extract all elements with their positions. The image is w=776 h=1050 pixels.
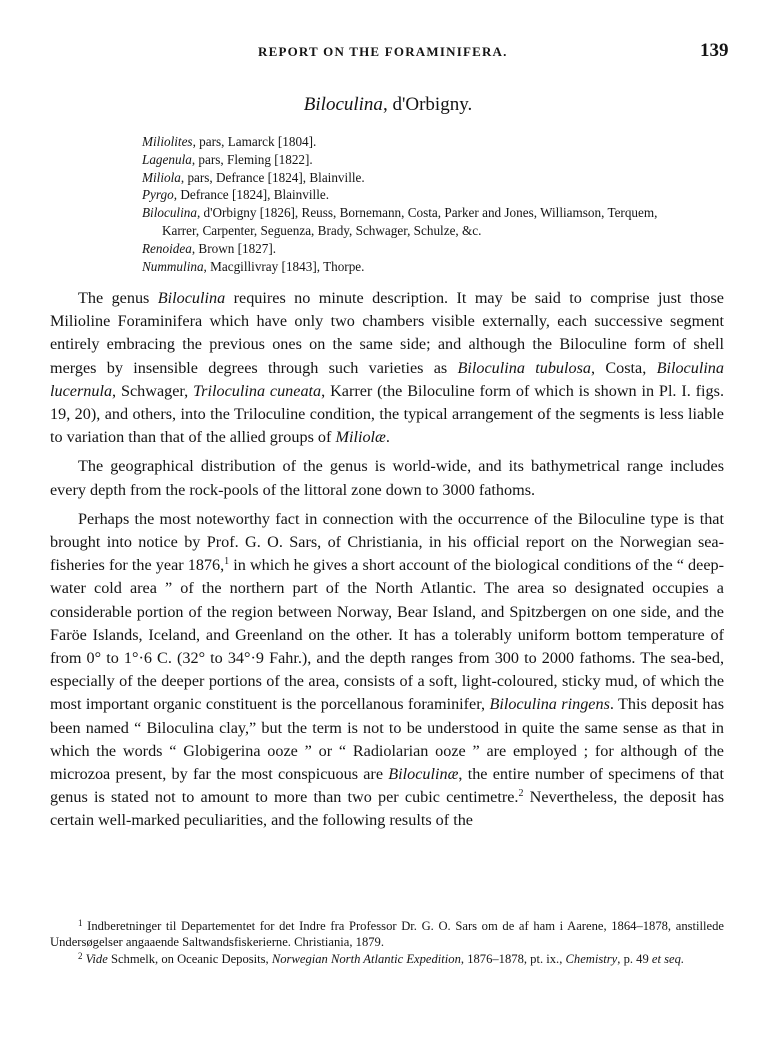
footnote-text: , 1876–1878, pt. ix.,: [460, 951, 566, 966]
footnote-mark: 1: [78, 918, 83, 928]
footnote-1: [50, 918, 724, 951]
taxon-name: Biloculinæ: [388, 765, 459, 784]
running-title: REPORT ON THE FORAMINIFERA.: [258, 44, 508, 59]
synonymy-entry: [142, 258, 742, 276]
text-run: , Costa,: [591, 358, 657, 377]
text-run: . This deposit has been named “ Biloculina clay,” but the term is not to be understood in quite the same sense as that in which the words “ Globigerina ooze ” or “ Radiolarian ooze ” are employed ; for although of the microzoa present, by far the most conspicuous are: [50, 695, 725, 784]
text-run: requires no minute description. It may be said to comprise just those Milioline Foraminifera which have only two chambers visible externally, each successive segment entirely embracing the previous ones on the same side; and although the Biloculine form of shell merges by insensible degrees through such varieties as: [50, 289, 724, 377]
section-genus-name: Biloculina: [303, 94, 383, 115]
synonymy-entry: [142, 240, 742, 258]
synonymy-entry: [142, 151, 742, 169]
synonymy-entry: [142, 133, 742, 151]
synonym-reference: , Defrance [1824], Blainville.: [173, 187, 330, 203]
synonym-name: Nummulina: [142, 258, 204, 274]
text-run: , the entire number of specimens of that genus is stated not to amount to more than two per cubic centimetre.: [50, 765, 724, 807]
footnote-ref-1[interactable]: 1: [224, 556, 230, 568]
taxon-name: Triloculina cuneata: [193, 381, 322, 400]
running-head: [0, 40, 776, 64]
synonym-reference: , Brown [1827].: [191, 240, 277, 256]
paragraph-distribution: The geographical distribution of the genus is world-wide, and its bathymetrical range includes every depth from the rock-pools of the littoral zone down to 3000 fathoms.: [50, 457, 724, 499]
taxon-name: Biloculina ringens: [489, 695, 610, 714]
footnotes: [50, 918, 724, 967]
synonym-reference: , pars, Lamarck [1804].: [192, 134, 317, 149]
taxon-name: Biloculina: [157, 289, 226, 307]
synonymy-entry: [142, 204, 742, 222]
synonymy-entry: [142, 169, 742, 187]
synonym-reference: , Macgillivray [1843], Thorpe.: [203, 258, 365, 274]
synonymy-entry-continuation: [142, 222, 742, 240]
synonym-name: Pyrgo: [142, 187, 174, 203]
synonym-name: Biloculina: [142, 205, 197, 221]
synonym-reference: , d'Orbigny [1826], Reuss, Bornemann, Costa, Parker and Jones, Williamson, Terquem,: [196, 205, 658, 221]
section-author: , d'Orbigny.: [382, 94, 473, 115]
synonym-reference: Karrer, Carpenter, Seguenza, Brady, Schwager, Schulze, &c.: [162, 222, 482, 238]
footnote-text: et seq.: [651, 951, 685, 966]
footnote-text: Vide: [85, 951, 108, 966]
footnote-ref-2[interactable]: 2: [518, 788, 524, 800]
footnote-text: , p. 49: [617, 951, 652, 966]
paragraph-biloculina-clay: [50, 508, 724, 833]
text-run: Nevertheless, the deposit has certain well-marked peculiarities, and the following results of the: [50, 788, 724, 830]
text-run: , Karrer (the Biloculine form of which is shown in Pl. I. figs. 19, 20), and others, into the Triloculine condition, the typical arrangement of the segments is less liable to variation than that of the allied groups of: [50, 381, 724, 447]
taxon-name: Miliolæ: [335, 428, 386, 447]
synonym-name: Miliola: [142, 169, 181, 185]
synonymy-list: [142, 133, 742, 275]
synonym-name: Miliolites: [142, 134, 193, 149]
footnote-text: Indberetninger til Departementet for det Indre fra Professor Dr. G. O. Sars om de af ham i Aarene, 1864–1878, anstillede Undersøgelser angaaende Saltwandsfiskerierne. Christiania, 1879.: [50, 919, 724, 950]
synonym-reference: , pars, Fleming [1822].: [191, 151, 313, 167]
body-text: [50, 287, 724, 833]
synonym-reference: , pars, Defrance [1824], Blainville.: [180, 169, 365, 185]
footnote-mark: 2: [78, 950, 83, 961]
footnote-text: Chemistry: [565, 951, 618, 966]
text-run: The genus: [78, 289, 158, 307]
synonym-name: Lagenula: [142, 151, 192, 167]
synonym-name: Renoidea: [142, 240, 192, 256]
page-number: 139: [700, 40, 729, 61]
section-title: [0, 94, 776, 116]
taxon-name: Biloculina tubulosa: [457, 358, 591, 377]
footnote-text: Norwegian North Atlantic Expedition: [271, 951, 461, 966]
footnote-text: Schmelk, on Oceanic Deposits,: [107, 951, 272, 966]
footnote-2: [50, 951, 724, 967]
text-run: , Schwager,: [112, 381, 194, 400]
taxon-name: Biloculina lucernula: [50, 358, 724, 400]
text-run: in which he gives a short account of the biological conditions of the “ deep-water cold area ” of the northern part of the North Atlantic. The area so designated occupies a considerable portion of the region between Norway, Bear Island, and Spitzbergen on one side, and the Faröe Islands, Iceland, and Greenland on the other. It has a tolerably uniform bottom temperature of from 0° to 1°·6 C. (32° to 34°·9 Fahr.), and the depth ranges from 300 to 2000 fathoms. The sea-bed, especially of the deeper portions of the area, consists of a soft, light-coloured, sticky mud, of which the most important organic constituent is the porcellanous foraminifer,: [50, 556, 725, 714]
text-run: .: [385, 428, 390, 447]
synonymy-entry: [142, 186, 742, 204]
text-run: Perhaps the most noteworthy fact in connection with the occurrence of the Biloculine type is that brought into notice by Prof. G. O. Sars, of Christiania, in his official report on the Norwegian sea-fisheries for the year 1876,: [50, 509, 724, 575]
paragraph-genus-description: [50, 287, 724, 449]
